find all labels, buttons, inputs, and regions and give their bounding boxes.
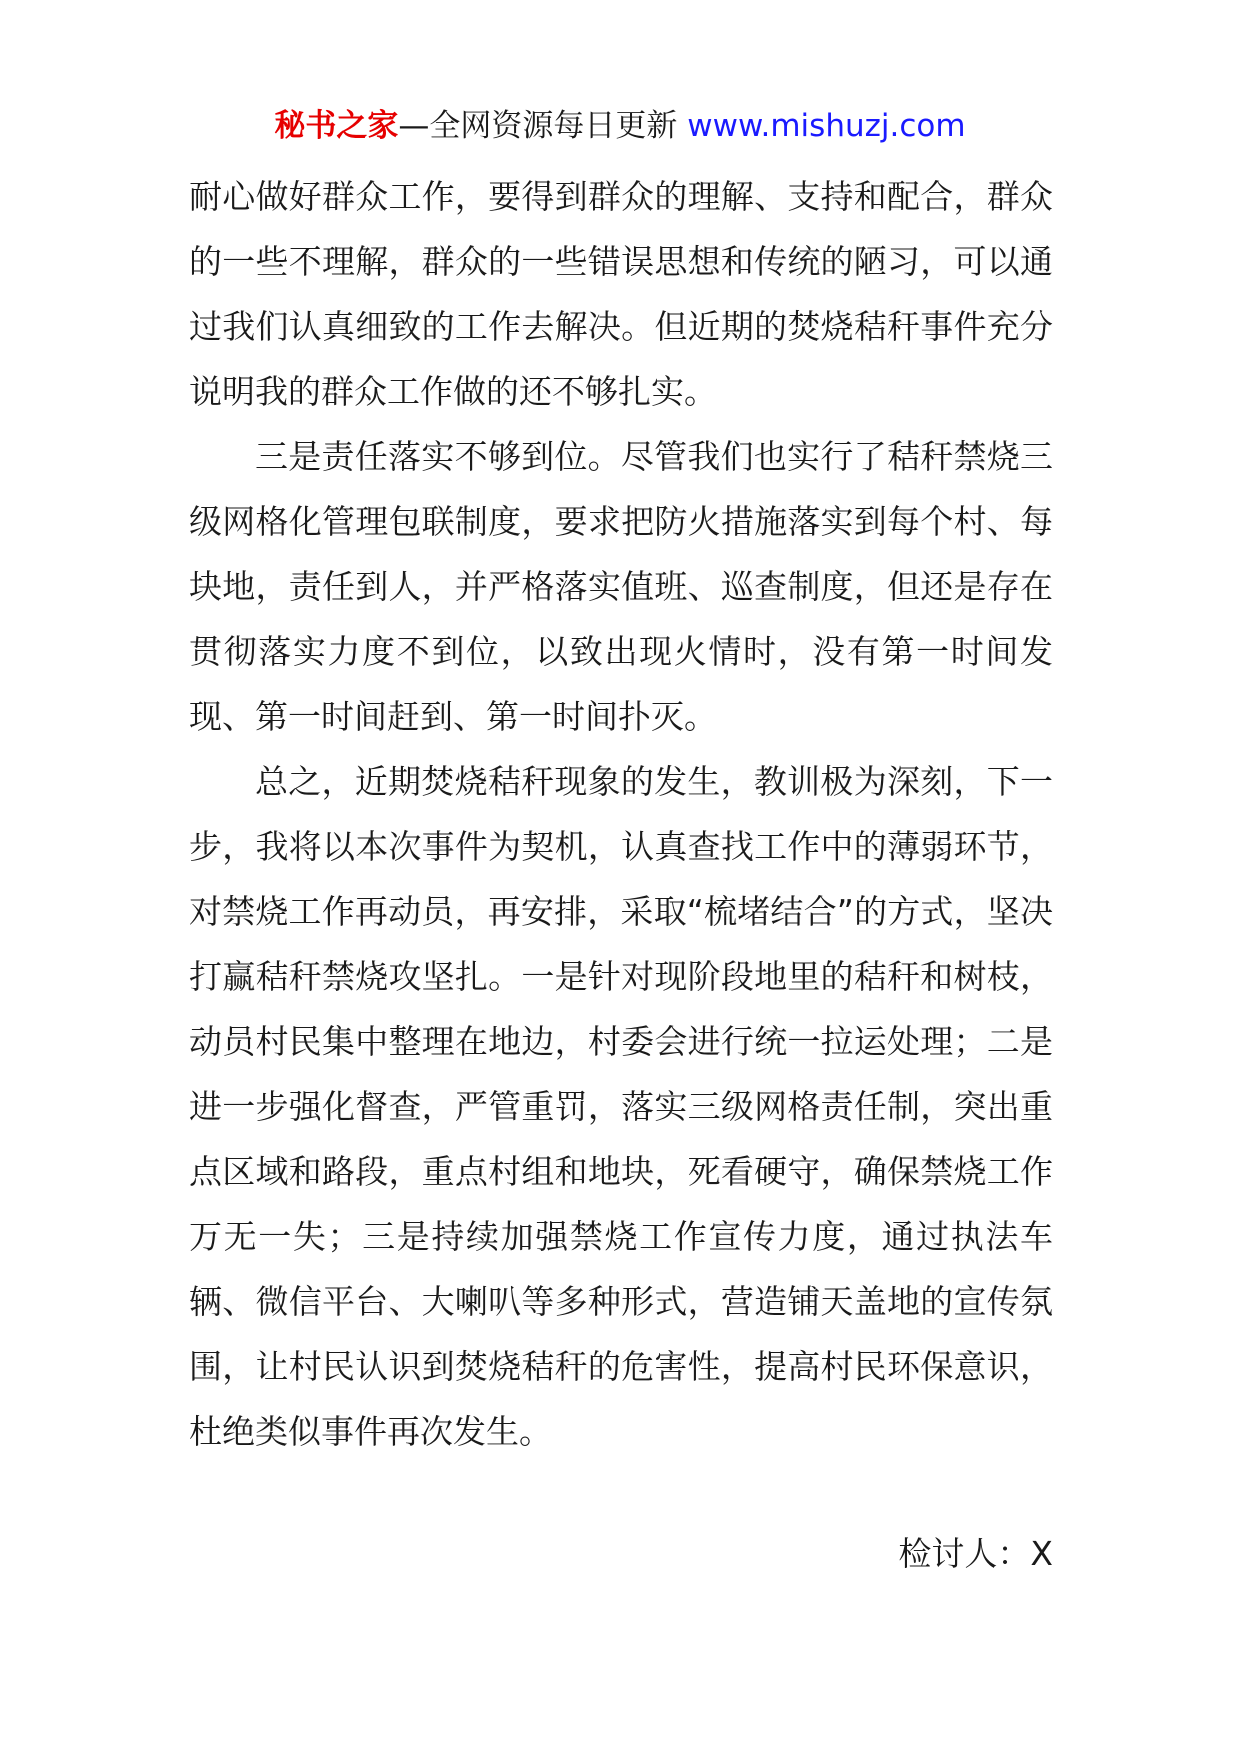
signature-line: 检讨人：X bbox=[898, 1534, 1053, 1573]
brand-name: 秘书之家 bbox=[274, 108, 399, 144]
header-tagline: —全网资源每日更新 bbox=[398, 108, 688, 144]
paragraph-continuation: 耐心做好群众工作，要得到群众的理解、支持和配合，群众的一些不理解，群众的一些错误思想和传统的陋习，可以通过我们认真细致的工作去解决。但近期的焚烧秸秆事件充分说明我的群众工作做的还不够扎实。 bbox=[189, 177, 1053, 411]
page-header bbox=[0, 104, 1240, 148]
document-body bbox=[189, 164, 1053, 1464]
paragraph-responsibility: 三是责任落实不够到位。尽管我们也实行了秸秆禁烧三级网格化管理包联制度，要求把防火措施落实到每个村、每块地，责任到人，并严格落实值班、巡查制度，但还是存在贯彻落实力度不到位，以致出现火情时，没有第一时间发现、第一时间赶到、第一时间扑灭。 bbox=[189, 437, 1053, 736]
paragraph-conclusion: 总之，近期焚烧秸秆现象的发生，教训极为深刻，下一步，我将以本次事件为契机，认真查找工作中的薄弱环节，对禁烧工作再动员，再安排，采取“梳堵结合”的方式，坚决打赢秸秆禁烧攻坚扎。一是针对现阶段地里的秸秆和树枝，动员村民集中整理在地边，村委会进行统一拉运处理；二是进一步强化督查，严管重罚，落实三级网格责任制，突出重点区域和路段，重点村组和地块，死看硬守，确保禁烧工作万无一失；三是持续加强禁烧工作宣传力度，通过执法车辆、微信平台、大喇叭等多种形式，营造铺天盖地的宣传氛围，让村民认识到焚烧秸秆的危害性，提高村民环保意识，杜绝类似事件再次发生。 bbox=[189, 762, 1053, 1451]
site-url-link[interactable]: www.mishuzj.com bbox=[687, 108, 966, 144]
